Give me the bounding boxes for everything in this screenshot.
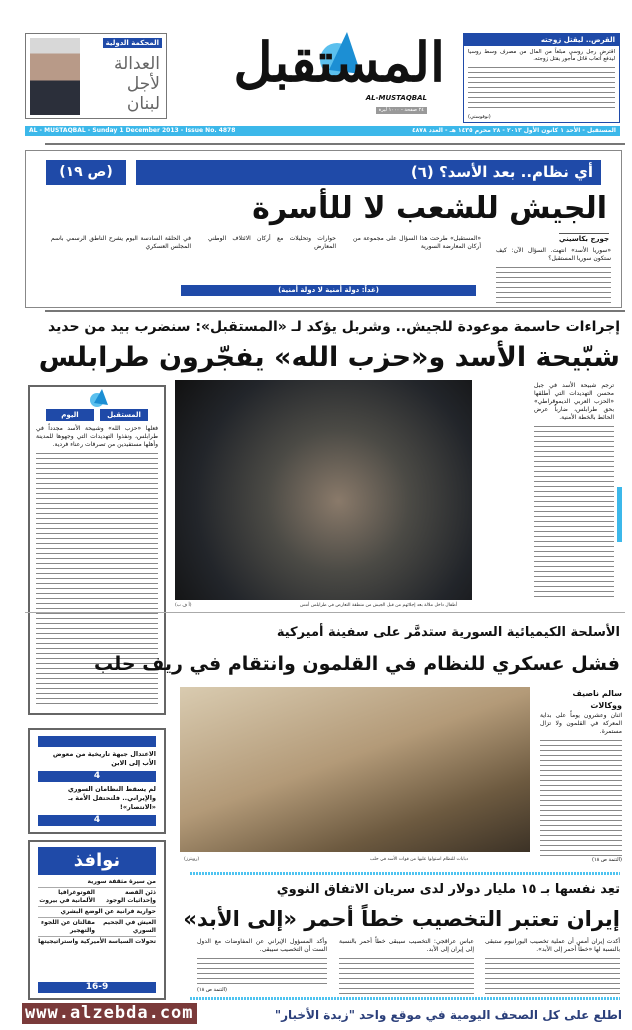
second-credit: (رويترز) bbox=[184, 857, 200, 862]
nawafedh-item[interactable]: تحولات السياسة الأميركية واستراتيجيتها bbox=[38, 938, 156, 945]
second-continued: (التتمة ص ١٨) bbox=[591, 857, 622, 863]
series-col: في الحلقة السادسة اليوم يشرح الناطق الرسمي باسم المجلس العسكري bbox=[51, 235, 191, 250]
brief-text: اقترض رجل روسي مبلغاً من المال من مصرف وسط روسيا ليدفع أتعاب قاتل مأجور يقتل زوجته. bbox=[468, 49, 615, 62]
index-page: 4 bbox=[38, 771, 156, 782]
second-photo bbox=[180, 687, 530, 852]
nawafedh-item[interactable]: الفوتوغرافيا الألمانية في بيروت bbox=[39, 889, 95, 904]
dateline-en: AL - MUSTAQBAL - Sunday 1 December 2013 - Issue No. 4878 bbox=[29, 127, 236, 134]
series-col: حوارات وتحليلات مع أركان الائتلاف الوطني المعارض bbox=[208, 235, 336, 250]
lead-caption: أطفال داخل ملالة بعد إجلائهم من قبل الجيش من منطقة التعارض في طرابلس أمس bbox=[300, 603, 458, 608]
logo-arabic: المستقبل bbox=[233, 30, 445, 94]
iran-col: وأكد المسؤول الإيراني عن المفاوضات مع الدول الست أن التخصيب سيبقى. bbox=[197, 938, 327, 953]
tribunal-line: لأجل bbox=[126, 74, 160, 94]
iran-col: أكدت إيران أمس أن عملية تخصيب اليورانيوم ستبقى بالنسبة لها «خطاً أحمر إلى الأبد». bbox=[485, 938, 620, 953]
editorial-text: فعلها «حزب الله» وشبيحة الأسد مجدداً في طرابلس، ونفذوا التهديدات التي وجهوها للمدينة وأهلها مستفيدين من تصرفات رعناء فردية. bbox=[36, 425, 158, 448]
tribunal-box bbox=[25, 33, 167, 119]
series-next: (غداً: دولة أمنية لا دولة أمنية) bbox=[181, 285, 476, 296]
editorial-label-left: المستقبل bbox=[100, 409, 148, 421]
logo bbox=[185, 30, 445, 120]
dateline-bar bbox=[25, 126, 620, 136]
sail-logo-icon bbox=[88, 389, 110, 407]
nawafedh-item[interactable]: ذئن القصة وإحداثيات الوجود bbox=[106, 889, 156, 904]
price: ٢٤ صفحة - ١٠٠٠ ليرة bbox=[376, 107, 427, 114]
dateline-ar: المستقبل - الأحد ١ كانون الأول ٢٠١٣ - ٢٨ محرم ١٤٣٥ هـ - العدد ٤٨٧٨ bbox=[411, 127, 616, 134]
nawafedh-pages: 16-9 bbox=[38, 982, 156, 993]
lead-credit: (أ ف ب) bbox=[175, 603, 192, 608]
byline: جورج بكاسيني bbox=[559, 235, 609, 243]
nawafedh-box bbox=[28, 840, 166, 1000]
tribunal-line: العدالة bbox=[113, 54, 160, 74]
lead-photo bbox=[175, 380, 472, 600]
nawafedh-title: نوافذ bbox=[38, 847, 156, 875]
nawafedh-item[interactable]: مقالتان عن اللجوء والتهجير bbox=[41, 919, 95, 934]
brief-source: (نوفوستي) bbox=[468, 114, 491, 120]
editorial-label-right: اليوم bbox=[46, 409, 94, 421]
second-byline: ووكالات bbox=[590, 701, 622, 710]
second-caption: دبابات للنظام استولوا عليها من قوات الأسد في حلب bbox=[370, 857, 468, 862]
logo-latin: AL-MUSTAQBAL bbox=[365, 94, 427, 102]
series-box bbox=[25, 150, 622, 308]
series-page-ref: (ص ١٩) bbox=[46, 160, 126, 185]
second-body: اثنان وعشرون يوماً على بداية المعركة في القلمون ولا تزال مستمرة. bbox=[540, 712, 622, 735]
portrait-photo bbox=[30, 38, 80, 115]
second-kicker: الأسلحة الكيميائية السورية ستدمَّر على سفينة أميركية bbox=[276, 625, 620, 640]
nawafedh-item[interactable]: العيش في الجحيم السوري bbox=[103, 919, 156, 934]
iran-continued: (التتمة ص ١٨) bbox=[197, 987, 228, 993]
nawafedh-item[interactable]: من سيرة مثقفة سورية bbox=[87, 878, 156, 885]
site-url[interactable]: www.alzebda.com bbox=[22, 1003, 197, 1024]
lead-headline: شبّيحة الأسد و«حزب الله» يفجّرون طرابلس bbox=[38, 342, 620, 373]
tribunal-badge: المحكمة الدولية bbox=[103, 38, 162, 48]
series-headline: الجيش للشعب لا للأسرة bbox=[252, 191, 607, 226]
iran-col: عباس عراقجي: التخصيب سيبقى خطاً أحمر بالنسبة إلى إيران إلى الأبد. bbox=[339, 938, 474, 953]
brief-box bbox=[463, 33, 620, 123]
footer-slogan: اطلع على كل الصحف اليومية في موقع واحد "زبدة الأخبار" bbox=[274, 1008, 622, 1022]
index-item[interactable]: لم يسقط النظامان السوري والإيراني.. فلتحتفل الأمة بـ «الانتصار»! bbox=[67, 785, 156, 811]
lead-body: ترجم شبيحة الأسد في جبل محسن التهديدات التي أطلقها «الحزب العربي الديموقراطي» بحق طرابلس، ضارباً عرض الحائط بالخطة الأمنية. bbox=[534, 382, 614, 421]
brief-title: القرض.. ليقتل زوجته bbox=[464, 34, 619, 46]
nawafedh-item[interactable]: حوارية فرانية عن الوضع البشري bbox=[38, 906, 156, 917]
index-item[interactable]: الاعتدال جبهة تاريخية من معوض الأب إلى الابن bbox=[52, 750, 156, 767]
second-byline: سالم ناصيف bbox=[572, 689, 622, 698]
series-col: «المستقبل» طرحت هذا السؤال على مجموعة من أركان المعارضة السورية bbox=[353, 235, 481, 250]
second-headline: فشل عسكري للنظام في القلمون وانتقام في ريف حلب bbox=[94, 653, 620, 675]
index-page: 4 bbox=[38, 815, 156, 826]
iran-kicker: تعِد نفسها بـ ١٥ مليار دولار لدى سريان الاتفاق النووي bbox=[276, 882, 620, 897]
lead-kicker: إجراءات حاسمة موعودة للجيش.. وشربل يؤكد لـ «المستقبل»: سنضرب بيد من حديد bbox=[48, 319, 620, 335]
index-box bbox=[28, 728, 166, 834]
tribunal-line: لبنان bbox=[126, 94, 160, 114]
iran-headline: إيران تعتبر التخصيب خطاً أحمر «إلى الأبد» bbox=[183, 907, 620, 931]
series-col: «سوريا الأسد» انتهت. السؤال الآن: كيف ستكون سوريا المستقبل؟ bbox=[496, 247, 611, 262]
series-banner: أي نظام.. بعد الأسد؟ (٦) bbox=[136, 160, 601, 185]
